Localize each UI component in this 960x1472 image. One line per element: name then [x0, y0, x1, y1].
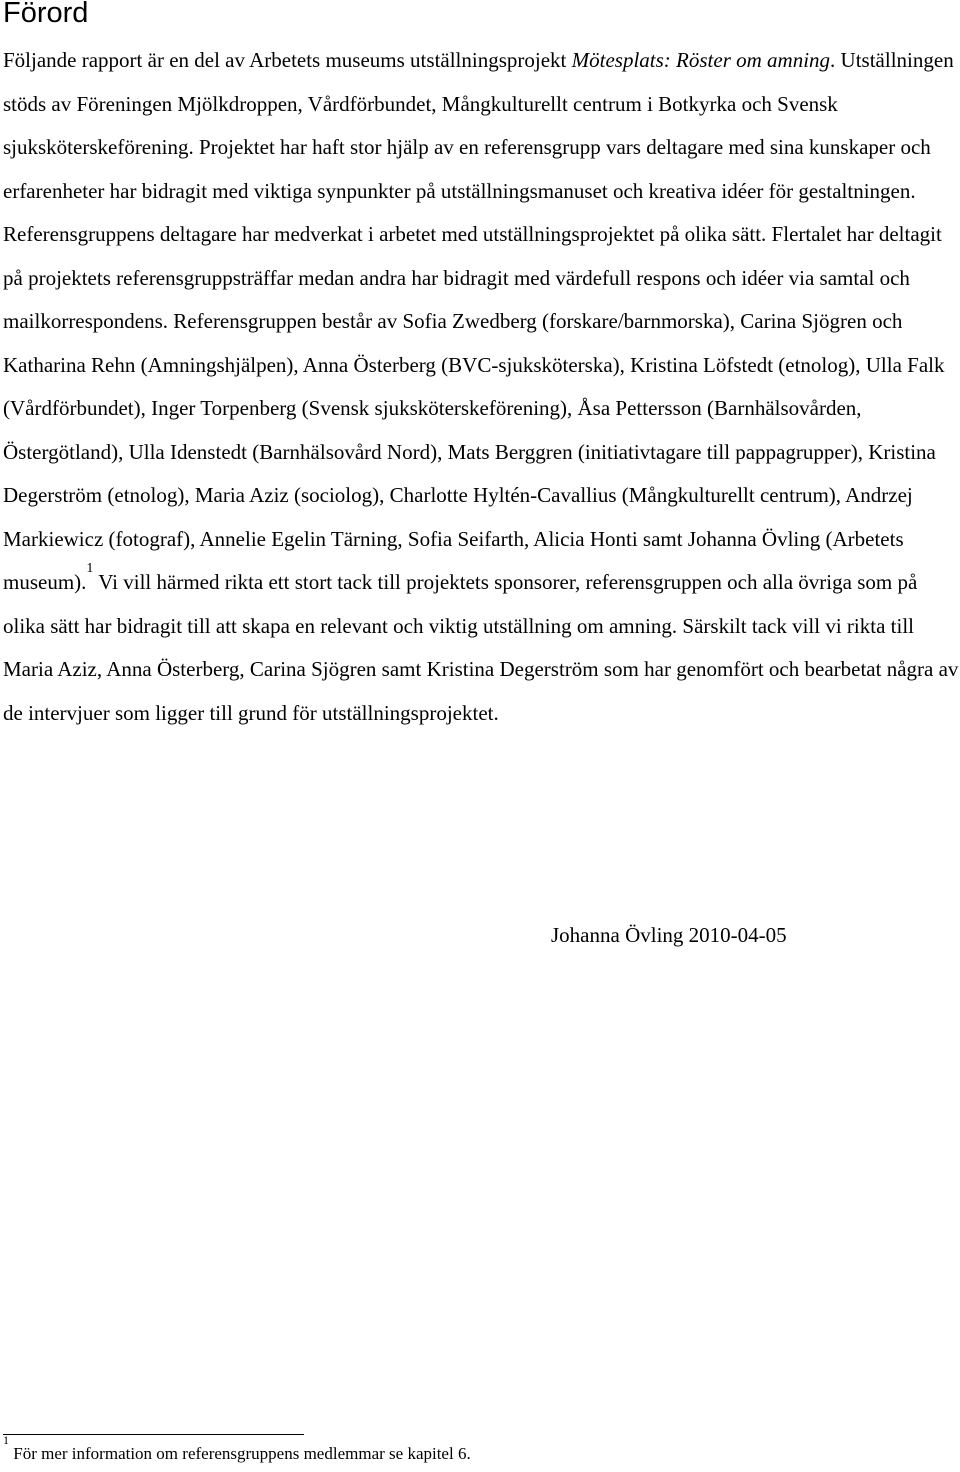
page-title: Förord [3, 0, 89, 29]
paragraph-main: . Utställningen stöds av Föreningen Mjölkdroppen, Vårdförbundet, Mångkulturellt centrum i Botkyrka och Svensk sjuksköterskeförening. Projektet har haft stor hjälp av en referensgrupp vars deltagare med sina kunskaper och erfarenheter har bidragit med viktiga synpunkter på utställningsmanuset och kreativa idéer för gestaltningen. Referensgruppens deltagare har medverkat i arbetet med utställningsprojektet på olika sätt. Flertalet har deltagit på projektets referensgruppsträffar medan andra har bidragit med värdefull respons och idéer via samtal och mailkorrespondens. Referensgruppen består av Sofia Zwedberg (forskare/barnmorska), Carina Sjögren och Katharina Rehn (Amningshjälpen), Anna Österberg (BVC-sjuksköterska), Kristina Löfstedt (etnolog), Ulla Falk (Vårdförbundet), Inger Torpenberg (Svensk sjuksköterskeförening), Åsa Pettersson (Barnhälsovården, Östergötland), Ulla Idenstedt (Barnhälsovård Nord), Mats Berggren (initiativtagare till pappagrupper), Kristina Degerström (etnolog), Maria Aziz (sociolog), Charlotte Hyltén-Cavallius (Mångkulturellt centrum), Andrzej Markiewicz (fotograf), Annelie Egelin Tärning, Sofia Seifarth, Alicia Honti samt Johanna Övling (Arbetets museum). [3, 48, 954, 594]
footnote-number: 1 [3, 1433, 9, 1448]
paragraph-intro: Följande rapport är en del av Arbetets museums utställningsprojekt [3, 48, 572, 72]
footnote-reference: 1 [86, 561, 94, 576]
signature-line: Johanna Övling 2010-04-05 [551, 923, 787, 947]
footnote [3, 1433, 471, 1466]
paragraph-closing: Vi vill härmed rikta ett stort tack till projektets sponsorer, referensgruppen och alla övriga som på olika sätt har bidragit till att skapa en relevant och viktig utställning om amning. Särskilt tack vill vi rikta till Maria Aziz, Anna Österberg, Carina Sjögren samt Kristina Degerström som har genomfört och bearbetat några av de intervjuer som ligger till grund för utställningsprojektet. [3, 570, 959, 725]
footnote-divider [3, 1434, 304, 1435]
foreword-paragraph [3, 39, 959, 735]
footnote-text: För mer information om referensgruppens medlemmar se kapitel 6. [9, 1444, 471, 1463]
exhibition-title: Mötesplats: Röster om amning [571, 48, 831, 72]
